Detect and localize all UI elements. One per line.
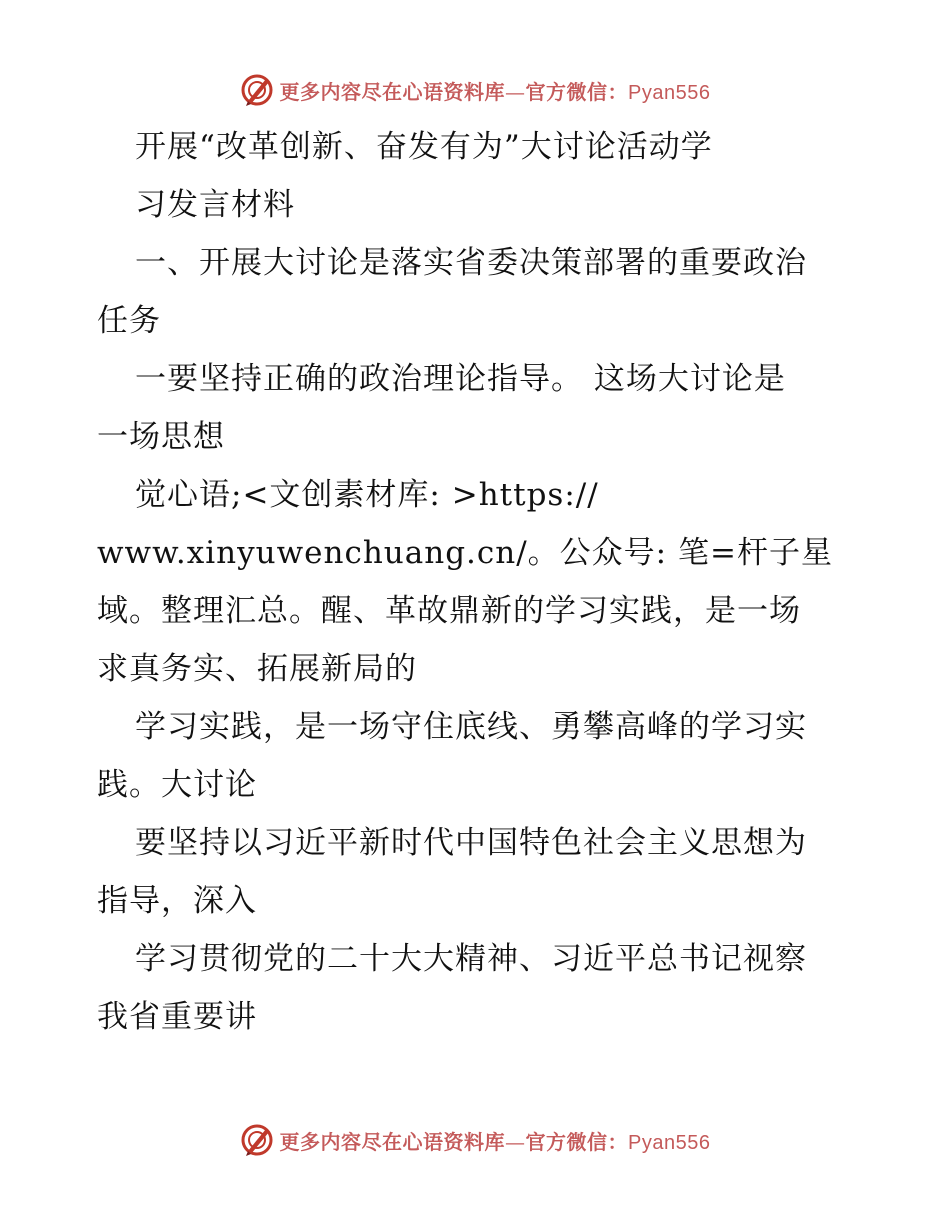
section-heading-line-1: 一、开展大讨论是落实省委决策部署的重要政治 — [135, 245, 807, 281]
paragraph-line: 觉心语;<文创素材库: >https:// — [135, 477, 599, 513]
paragraph-line: 一要坚持正确的政治理论指导。 这场大讨论是 — [135, 361, 786, 397]
banner-text — [280, 76, 711, 105]
paragraph-line: 指导，深入 — [97, 883, 257, 919]
banner-wechat-id: Pyan556 — [628, 81, 711, 104]
paragraph-line: 学习实践，是一场守住底线、勇攀高峰的学习实 — [135, 709, 807, 745]
document-body — [97, 118, 857, 1046]
paragraph-line: 一场思想 — [97, 419, 225, 455]
paragraph-line: www.xinyuwenchuang.cn/。公众号: 笔=杆子星 — [97, 535, 833, 571]
banner-site-text: 更多内容尽在心语资料库 — [279, 79, 506, 104]
banner-wechat-id: Pyan556 — [628, 1131, 711, 1154]
title-line-2: 习发言材料 — [135, 187, 295, 223]
pen-logo-icon — [240, 73, 274, 107]
paragraph-line: 学习贯彻党的二十大大精神、习近平总书记视察 — [135, 941, 807, 977]
section-heading-line-2: 任务 — [97, 303, 161, 339]
banner-wechat-label: 官方微信： — [525, 1129, 629, 1154]
banner-dash: — — [505, 79, 526, 104]
title-line-1: 开展“改革创新、奋发有为”大讨论活动学 — [135, 129, 713, 165]
pen-logo-icon — [240, 1123, 274, 1157]
paragraph-line: 求真务实、拓展新局的 — [97, 651, 417, 687]
paragraph-line: 域。整理汇总。醒、革故鼎新的学习实践，是一场 — [97, 593, 801, 629]
banner-site-text: 更多内容尽在心语资料库 — [279, 1129, 506, 1154]
paragraph-line: 我省重要讲 — [97, 999, 257, 1035]
header-banner — [0, 72, 950, 108]
banner-text — [280, 1126, 711, 1155]
banner-dash: — — [505, 1129, 526, 1154]
footer-banner — [0, 1122, 950, 1158]
paragraph-line: 践。大讨论 — [97, 767, 257, 803]
banner-wechat-label: 官方微信： — [525, 79, 629, 104]
paragraph-line: 要坚持以习近平新时代中国特色社会主义思想为 — [135, 825, 807, 861]
